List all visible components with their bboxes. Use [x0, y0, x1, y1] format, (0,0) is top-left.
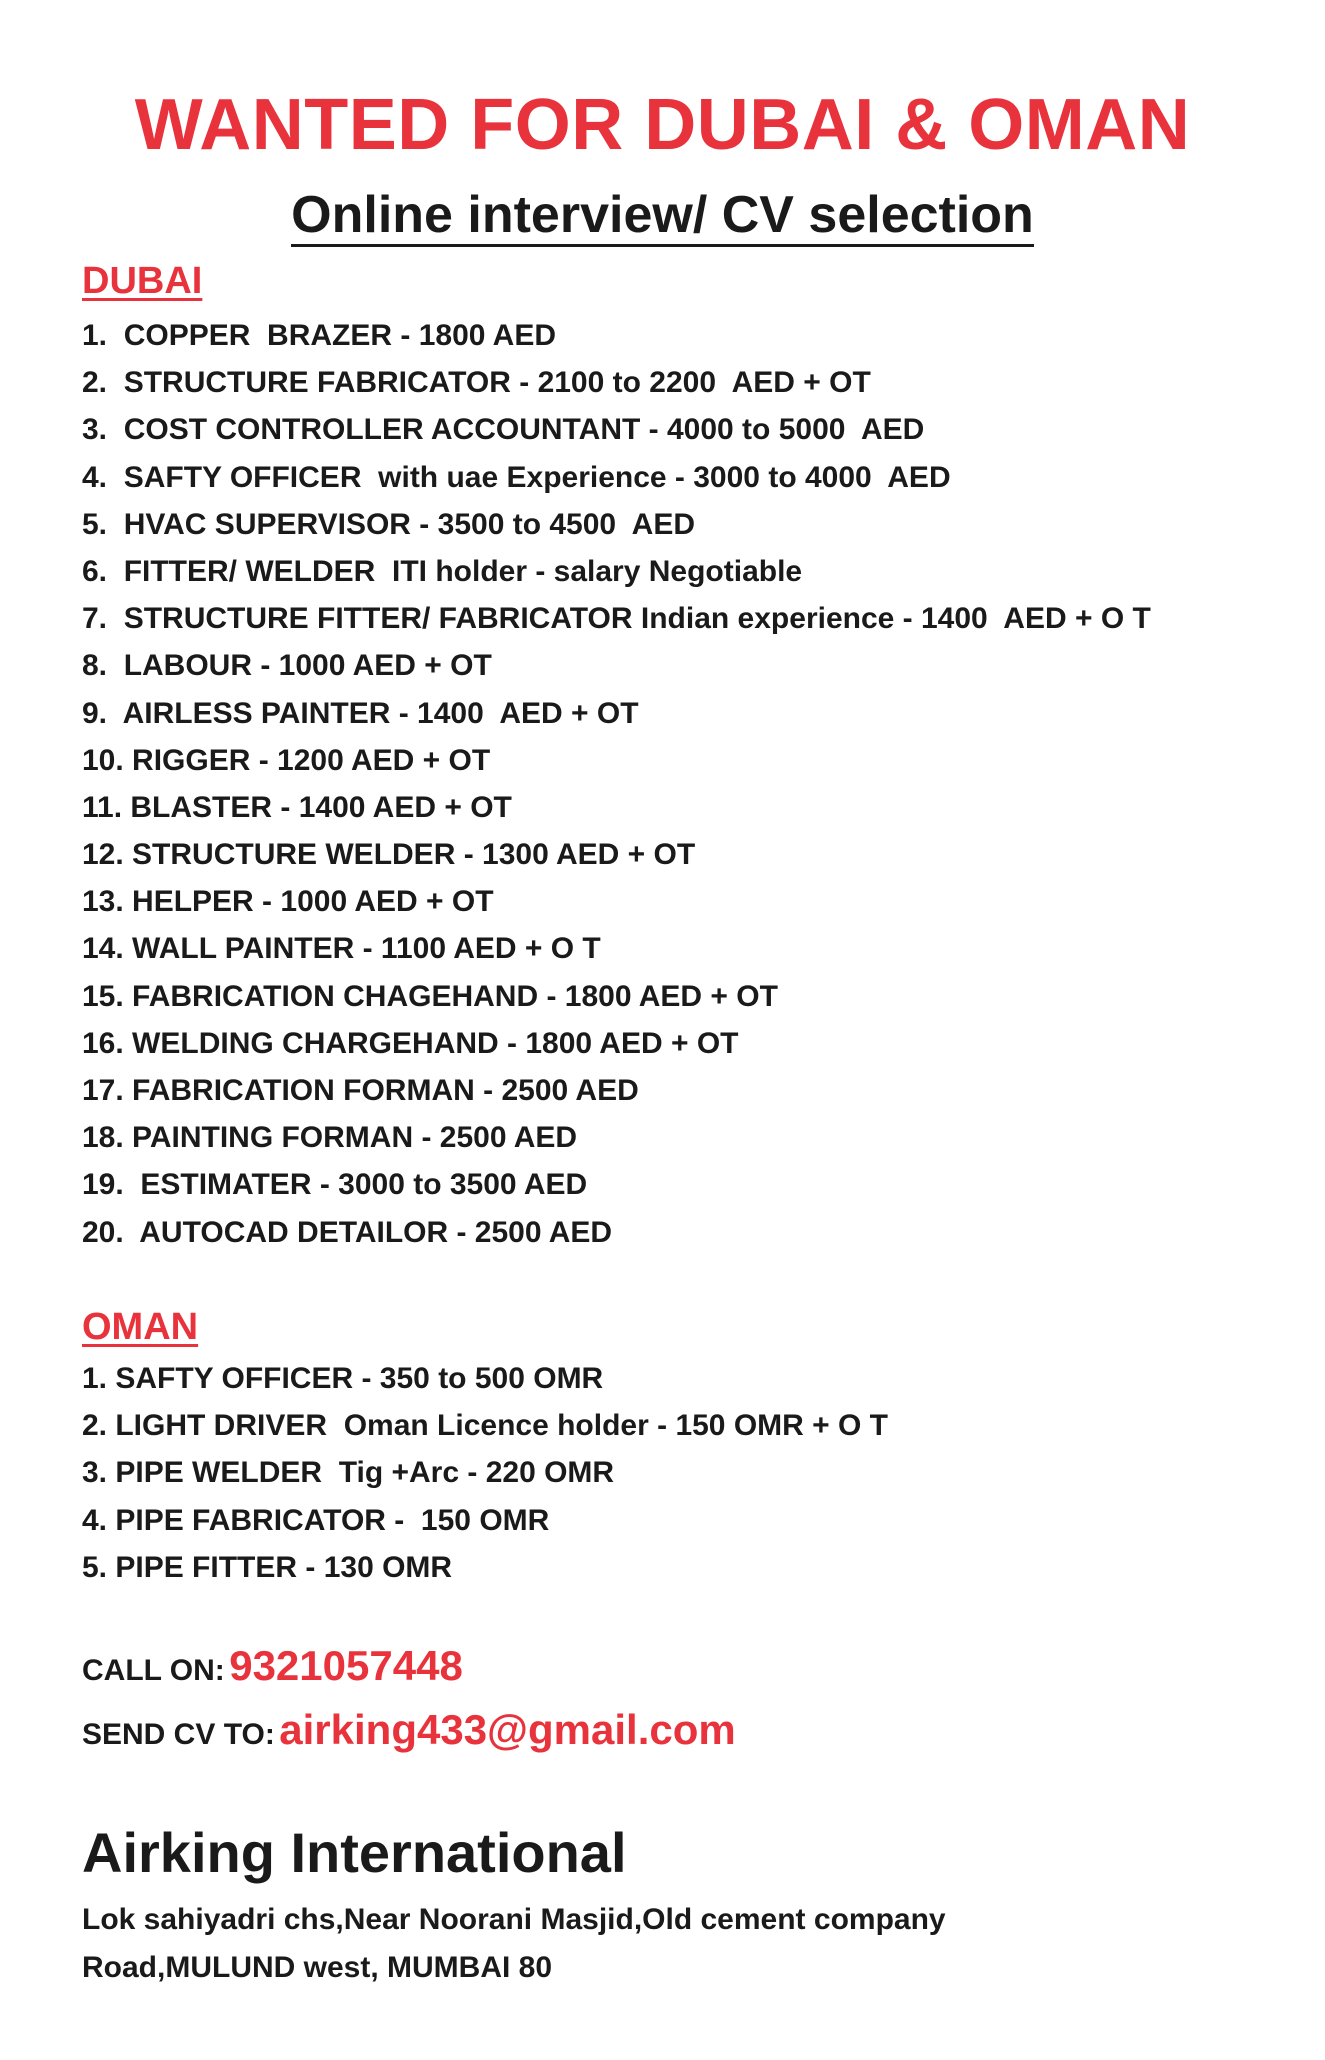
- address-line-2: Road,MULUND west, MUMBAI 80: [82, 1951, 553, 1984]
- list-item: 3. COST CONTROLLER ACCOUNTANT - 4000 to 5000 AED: [82, 413, 925, 447]
- list-item: 1. SAFTY OFFICER - 350 to 500 OMR: [82, 1362, 604, 1395]
- list-item: 19. ESTIMATER - 3000 to 3500 AED: [82, 1168, 588, 1202]
- list-item: 9. AIRLESS PAINTER - 1400 AED + OT: [82, 696, 639, 730]
- list-item: 20. AUTOCAD DETAILOR - 2500 AED: [82, 1215, 613, 1249]
- company-name: Airking International: [82, 1821, 627, 1884]
- cv-row: [82, 1706, 736, 1754]
- list-item: 6. FITTER/ WELDER ITI holder - salary Negotiable: [82, 554, 803, 588]
- list-item: 16. WELDING CHARGEHAND - 1800 AED + OT: [82, 1026, 739, 1060]
- page-title: WANTED FOR DUBAI & OMAN: [134, 85, 1191, 165]
- list-item: 5. PIPE FITTER - 130 OMR: [82, 1550, 453, 1584]
- list-item: 18. PAINTING FORMAN - 2500 AED: [82, 1121, 578, 1155]
- phone-number[interactable]: 9321057448: [229, 1642, 463, 1689]
- oman-heading: OMAN: [82, 1306, 199, 1348]
- list-item: 1. COPPER BRAZER - 1800 AED: [82, 319, 557, 352]
- cv-label: SEND CV TO:: [82, 1718, 275, 1751]
- email-link[interactable]: airking433@gmail.com: [279, 1706, 736, 1753]
- list-item: 14. WALL PAINTER - 1100 AED + O T: [82, 932, 601, 966]
- call-row: [82, 1642, 463, 1690]
- list-item: 2. STRUCTURE FABRICATOR - 2100 to 2200 AED + OT: [82, 366, 871, 400]
- address-line-1: Lok sahiyadri chs,Near Noorani Masjid,Old cement company: [82, 1903, 946, 1936]
- list-item: 4. PIPE FABRICATOR - 150 OMR: [82, 1503, 550, 1537]
- list-item: 3. PIPE WELDER Tig +Arc - 220 OMR: [82, 1456, 615, 1490]
- dubai-job-list: [82, 312, 1151, 1256]
- list-item: 12. STRUCTURE WELDER - 1300 AED + OT: [82, 838, 696, 872]
- subtitle-text: Online interview/ CV selection: [291, 186, 1034, 247]
- oman-job-list: [82, 1355, 888, 1591]
- list-item: 5. HVAC SUPERVISOR - 3500 to 4500 AED: [82, 507, 695, 541]
- list-item: 10. RIGGER - 1200 AED + OT: [82, 743, 491, 777]
- list-item: 2. LIGHT DRIVER Oman Licence holder - 150 OMR + O T: [82, 1409, 889, 1443]
- list-item: 8. LABOUR - 1000 AED + OT: [82, 649, 492, 683]
- list-item: 17. FABRICATION FORMAN - 2500 AED: [82, 1074, 639, 1107]
- list-item: 13. HELPER - 1000 AED + OT: [82, 885, 494, 919]
- dubai-heading: DUBAI: [82, 260, 203, 302]
- list-item: 15. FABRICATION CHAGEHAND - 1800 AED + OT: [82, 979, 778, 1013]
- list-item: 11. BLASTER - 1400 AED + OT: [82, 790, 512, 824]
- page-subtitle: [0, 180, 1325, 250]
- list-item: 7. STRUCTURE FITTER/ FABRICATOR Indian experience - 1400 AED + O T: [82, 602, 1151, 636]
- list-item: 4. SAFTY OFFICER with uae Experience - 3000 to 4000 AED: [82, 460, 951, 494]
- company-address: [82, 1896, 1182, 1992]
- call-label: CALL ON:: [82, 1654, 225, 1687]
